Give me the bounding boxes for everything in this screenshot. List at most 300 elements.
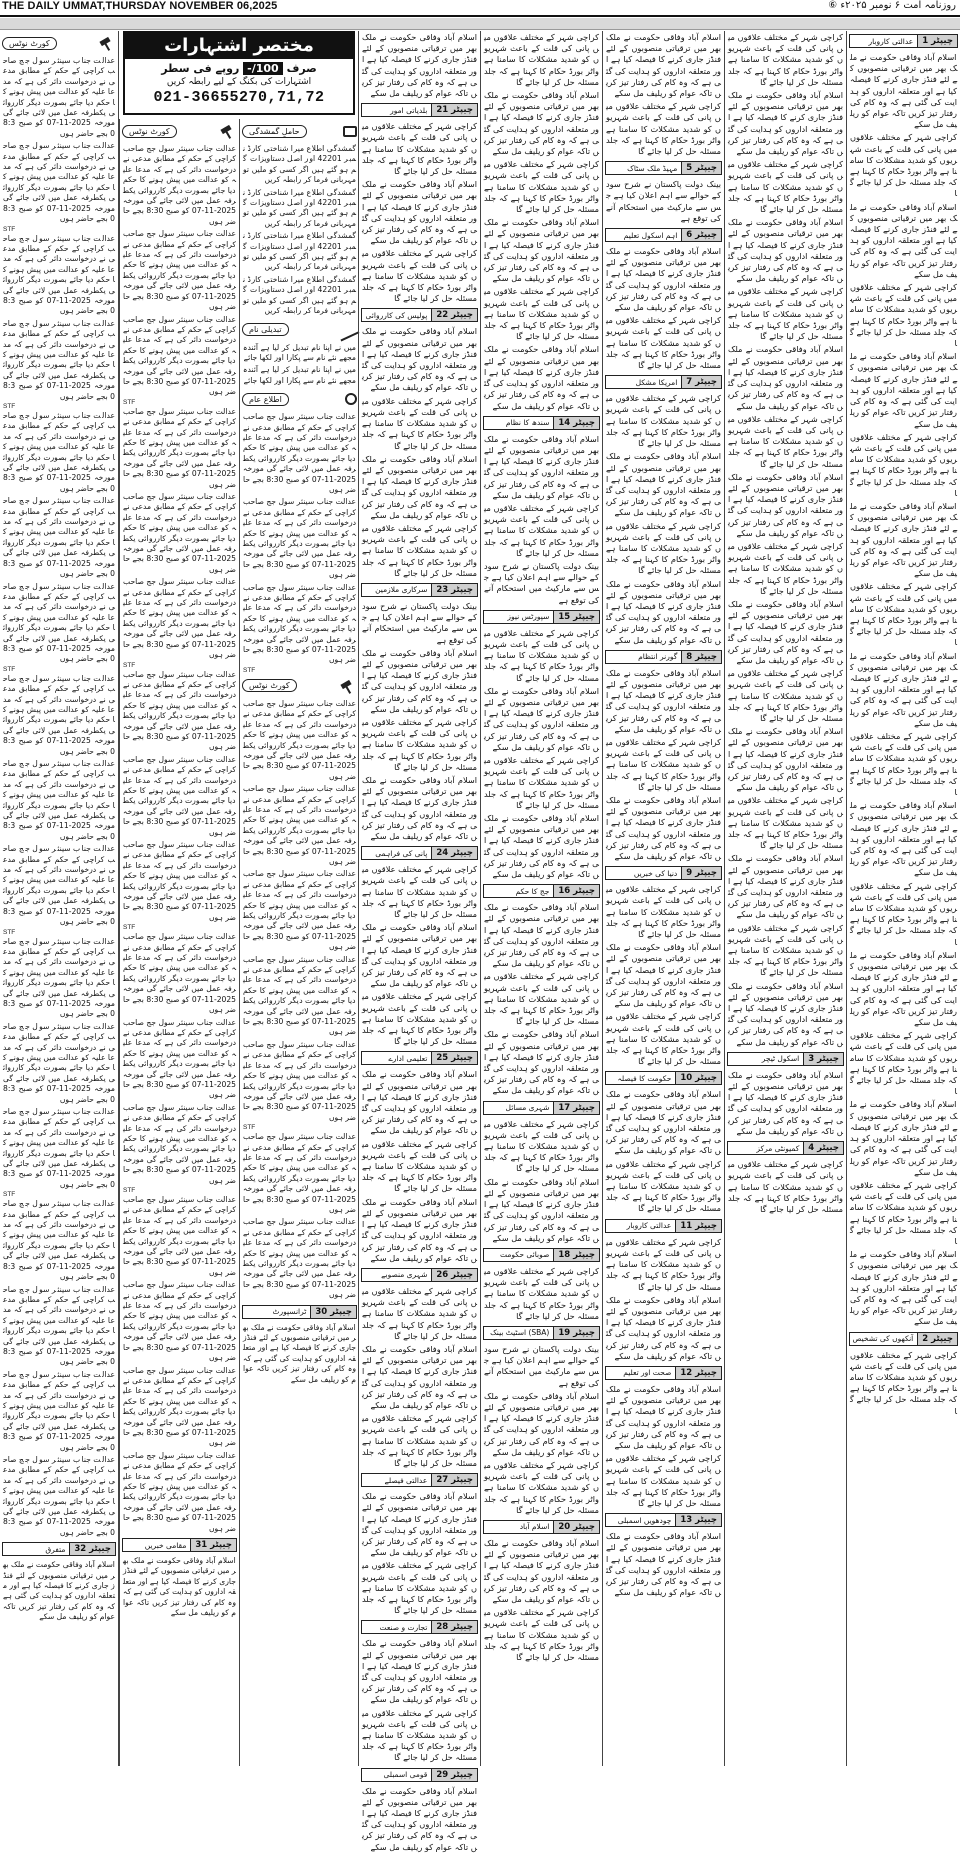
- chapter-header: [605, 1513, 722, 1527]
- hdr-title: تجارت و صنعت: [379, 1622, 428, 1632]
- hdr-title: سندھ کا نظام: [505, 418, 550, 428]
- notice-text: عدالت جناب سینئر سول جج صاحب کراچی کے حکم کے مطابق مدعی نے درخواست دائر کی ہے کہ مدعا علیہ کو عدالت میں پیش ہونے کا حکم دیا جائے بصورت دیگر کارروائی یکطرفہ عمل میں لائی جائے گی مورخہ 2025-11-07 کو صبح 8:30 بجے حاضر ہوں: [3, 56, 116, 138]
- briefcase-icon: [343, 126, 357, 137]
- notice-text: عدالت جناب سینئر سول جج صاحب کراچی کے حکم کے مطابق مدعی نے درخواست دائر کی ہے کہ مدعا علیہ کو عدالت میں پیش ہونے کا حکم دیا جائے بصورت دیگر کارروائی یکطرفہ عمل میں لائی جائے گی مورخہ 2025-11-07 کو صبح 8:30 بجے حاضر ہوں: [3, 844, 116, 927]
- article-text: اسلام آباد وفاقی حکومت نے ملک بھر میں ترقیاتی منصوبوں کے لئے فنڈز جاری کرنے کا فیصلہ کیا ہے اور متعلقہ اداروں کو ہدایت کی گئی ہے کہ وہ کام کی رفتار تیز کریں تاکہ عوام کو ریلیف مل سکے: [605, 1294, 721, 1361]
- stf: STF: [123, 1187, 136, 1194]
- article-text: اسلام آباد وفاقی حکومت نے ملک بھر میں ترقیاتی منصوبوں کے لئے فنڈز جاری کرنے کا فیصلہ کیا ہے اور متعلقہ اداروں کو ہدایت کی گئی ہے کہ وہ کام کی رفتار تیز کریں تاکہ عوام کو ریلیف مل سکے: [850, 650, 957, 728]
- notice-text: عدالت جناب سینئر سول جج صاحب کراچی کے حکم کے مطابق مدعی نے درخواست دائر کی ہے کہ مدعا علیہ کو عدالت میں پیش ہونے کا حکم دیا جائے بصورت دیگر کارروائی یکطرفہ عمل میں لائی جائے گی مورخہ 2025-11-07 کو صبح 8:30 بجے حاضر ہوں: [123, 932, 237, 1015]
- hdr-title: آنکھوں کی تشخیص: [852, 1334, 914, 1344]
- hdr-title: قومی اسمبلی: [383, 1770, 428, 1780]
- hdr-title: چودھویں اسمبلی: [617, 1515, 672, 1525]
- article-text: اسلام آباد وفاقی حکومت نے ملک بھر میں ترقیاتی منصوبوں کے لئے فنڈز جاری کرنے کا فیصلہ کیا ہے اور متعلقہ اداروں کو ہدایت کی گئی ہے کہ وہ کام کی رفتار تیز کریں تاکہ عوام کو ریلیف مل سکے: [605, 1383, 721, 1450]
- chapter-header: [2, 1542, 116, 1556]
- hdr-num: چیپٹر 17: [553, 1102, 599, 1114]
- hdr-num: چیپٹر 29: [431, 1769, 477, 1781]
- article-text: کراچی شہر کے مختلف علاقوں میں پانی کی قلت کے باعث شہریوں کو شدید مشکلات کا سامنا ہے واٹر بورڈ حکام کا کہنا ہے کہ جلد مسئلہ حل کر لیا جائے گا: [484, 286, 599, 342]
- chapter-header: [361, 1268, 478, 1282]
- nh-label: تبدیلی نام: [242, 323, 289, 336]
- chapter-header: [605, 650, 722, 664]
- article-text: اسلام آباد وفاقی حکومت نے ملک بھر میں ترقیاتی منصوبوں کے لئے فنڈز جاری کرنے کا فیصلہ کیا ہے اور متعلقہ اداروں کو ہدایت کی گئی ہے کہ وہ کام کی رفتار تیز کریں تاکہ عوام کو ریلیف مل سکے: [361, 647, 477, 714]
- article-text: اسلام آباد وفاقی حکومت نے ملک بھر میں ترقیاتی منصوبوں کے لئے فنڈز جاری کرنے کا فیصلہ کیا ہے اور متعلقہ اداروں کو ہدایت کی گئی ہے کہ وہ کام کی رفتار تیز کریں تاکہ عوام کو ریلیف مل سکے: [850, 351, 957, 429]
- chapter-header: [242, 1305, 357, 1319]
- hdr-title: اسکول ٹیچر: [761, 1054, 800, 1064]
- article-text: کراچی شہر کے مختلف علاقوں میں پانی کی قلت کے باعث شہریوں کو شدید مشکلات کا سامنا ہے واٹر بورڈ حکام کا کہنا ہے کہ جلد مسئلہ حل کر لیا جائے گا: [362, 121, 477, 177]
- article-text: کراچی شہر کے مختلف علاقوں میں پانی کی قلت کے باعث شہریوں کو شدید مشکلات کا سامنا ہے واٹر بورڈ حکام کا کہنا ہے کہ جلد مسئلہ حل کر لیا جائے گا: [484, 1459, 599, 1515]
- article-text: اسلام آباد وفاقی حکومت نے ملک بھر میں ترقیاتی منصوبوں کے لئے فنڈز جاری کرنے کا فیصلہ کیا ہے اور متعلقہ اداروں کو ہدایت کی گئی ہے کہ وہ کام کی رفتار تیز کریں تاکہ عوام کو ریلیف مل سکے: [361, 453, 477, 520]
- notice-text: عدالت جناب سینئر سول جج صاحب کراچی کے حکم کے مطابق مدعی نے درخواست دائر کی ہے کہ مدعا علیہ کو عدالت میں پیش ہونے کا حکم دیا جائے بصورت دیگر کارروائی یکطرفہ عمل میں لائی جائے گی مورخہ 2025-11-07 کو صبح 8:30 بجے حاضر ہوں: [243, 869, 357, 952]
- article-text: اسلام آباد وفاقی حکومت نے ملک بھر میں ترقیاتی منصوبوں کے لئے فنڈز جاری کرنے کا فیصلہ کیا ہے اور متعلقہ اداروں کو ہدایت کی گئی ہے کہ وہ کام کی رفتار تیز کریں تاکہ عوام کو ریلیف مل سکے: [605, 32, 721, 99]
- article-text: کراچی شہر کے مختلف علاقوں میں پانی کی قلت کے باعث شہریوں کو شدید مشکلات کا سامنا ہے واٹر بورڈ حکام کا کہنا ہے کہ جلد مسئلہ حل کر لیا جائے گا: [362, 716, 477, 772]
- notice-text: اسلام آباد وفاقی حکومت نے ملک بھر میں ترقیاتی منصوبوں کے لئے فنڈز جاری کرنے کا فیصلہ کیا ہے اور متعلقہ اداروں کو ہدایت کی گئی ہے کہ وہ کام کی رفتار تیز کریں تاکہ عوام کو ریلیف مل سکے: [243, 1322, 356, 1384]
- notice-text: عدالت جناب سینئر سول جج صاحب کراچی کے حکم کے مطابق مدعی نے درخواست دائر کی ہے کہ مدعا علیہ کو عدالت میں پیش ہونے کا حکم دیا جائے بصورت دیگر کارروائی یکطرفہ عمل میں لائی جائے گی مورخہ 2025-11-07 کو صبح 8:30 بجے حاضر ہوں: [3, 581, 116, 664]
- chapter-header: [605, 1071, 722, 1085]
- hdr-num: چیپٹر 4: [803, 1142, 843, 1154]
- article-text: اسلام آباد وفاقی حکومت نے ملک بھر میں ترقیاتی منصوبوں کے لئے فنڈز جاری کرنے کا فیصلہ کیا ہے اور متعلقہ اداروں کو ہدایت کی گئی ہے کہ وہ کام کی رفتار تیز کریں تاکہ عوام کو ریلیف مل سکے: [361, 922, 477, 989]
- hdr-num: چیپٹر 19: [553, 1327, 599, 1339]
- article-text: اسلام آباد وفاقی حکومت نے ملک بھر میں ترقیاتی منصوبوں کے لئے فنڈز جاری کرنے کا فیصلہ کیا ہے اور متعلقہ اداروں کو ہدایت کی گئی ہے کہ وہ کام کی رفتار تیز کریں تاکہ عوام کو ریلیف مل سکے: [483, 1176, 599, 1243]
- notice-text: عدالت جناب سینئر سول جج صاحب کراچی کے حکم کے مطابق مدعی نے درخواست دائر کی ہے کہ مدعا علیہ کو عدالت میں پیش ہونے کا حکم دیا جائے بصورت دیگر کارروائی یکطرفہ عمل میں لائی جائے گی مورخہ 2025-11-07 کو صبح 8:30 بجے حاضر ہوں: [123, 144, 237, 226]
- ad-subtitle: اشتہارات کی بکنگ کے لیے رابطہ کریں: [166, 77, 312, 87]
- hdr-title: مقامی خبریں: [144, 1540, 187, 1550]
- hdr-title: ٹرانسپورٹ: [272, 1307, 307, 1317]
- hdr-title: صحت اور تعلیم: [623, 1368, 672, 1378]
- article-text: اسلام آباد وفاقی حکومت نے ملک بھر میں ترقیاتی منصوبوں کے لئے فنڈز جاری کرنے کا فیصلہ کیا ہے اور متعلقہ اداروں کو ہدایت کی گئی ہے کہ وہ کام کی رفتار تیز کریں تاکہ عوام کو ریلیف مل سکے: [483, 685, 599, 752]
- ad-rate-number: 100/-: [243, 62, 283, 75]
- chapter-header: [605, 375, 722, 389]
- lost-text: گمشدگی اطلاع میرا شناختی کارڈ نمبر 42201 اور اصل دستاویزات گم ہو گئے ہیں اگر کسی کو ملیں تو مہربانی فرما کر رابطہ کریں: [243, 144, 356, 185]
- article-text: اسلام آباد وفاقی حکومت نے ملک بھر میں ترقیاتی منصوبوں کے لئے فنڈز جاری کرنے کا فیصلہ کیا ہے اور متعلقہ اداروں کو ہدایت کی گئی ہے کہ وہ کام کی رفتار تیز کریں تاکہ عوام کو ریلیف مل سکے: [850, 1099, 957, 1177]
- chapter-header: [605, 161, 722, 175]
- article-text: کراچی شہر کے مختلف علاقوں میں پانی کی قلت کے باعث شہریوں کو شدید مشکلات کا سامنا ہے واٹر بورڈ حکام کا کہنا ہے کہ جلد مسئلہ حل کر لیا جائے گا: [362, 1707, 477, 1763]
- article-text: کراچی شہر کے مختلف علاقوں میں پانی کی قلت کے باعث شہریوں کو شدید مشکلات کا سامنا ہے واٹر بورڈ حکام کا کہنا ہے کہ جلد مسئلہ حل کر لیا جائے گا: [606, 1236, 721, 1292]
- article-text: اسلام آباد وفاقی حکومت نے ملک بھر میں ترقیاتی منصوبوں کے لئے فنڈز جاری کرنے کا فیصلہ کیا ہے اور متعلقہ اداروں کو ہدایت کی گئی ہے کہ وہ کام کی رفتار تیز کریں تاکہ عوام کو ریلیف مل سکے: [483, 1029, 599, 1096]
- article-text: اسلام آباد وفاقی حکومت نے ملک بھر میں ترقیاتی منصوبوں کے لئے فنڈز جاری کرنے کا فیصلہ کیا ہے اور متعلقہ اداروں کو ہدایت کی گئی ہے کہ وہ کام کی رفتار تیز کریں تاکہ عوام کو ریلیف مل سکے: [727, 1069, 843, 1136]
- article-text: اسلام آباد وفاقی حکومت نے ملک بھر میں ترقیاتی منصوبوں کے لئے فنڈز جاری کرنے کا فیصلہ کیا ہے اور متعلقہ اداروں کو ہدایت کی گئی ہے کہ وہ کام کی رفتار تیز کریں تاکہ عوام کو ریلیف مل سکے: [605, 1531, 721, 1598]
- pen-icon: [335, 318, 360, 341]
- article-text: کراچی شہر کے مختلف علاقوں میں پانی کی قلت کے باعث شہریوں کو شدید مشکلات کا سامنا ہے واٹر بورڈ حکام کا کہنا ہے کہ جلد مسئلہ حل کر لیا جائے گا: [728, 413, 843, 469]
- hdr-num: چیپٹر 10: [675, 1072, 721, 1084]
- nh-label: اطلاع عام: [242, 393, 289, 406]
- article-text: کراچی شہر کے مختلف علاقوں میں پانی کی قلت کے باعث شہریوں کو شدید مشکلات کا سامنا ہے واٹر بورڈ حکام کا کہنا ہے کہ جلد مسئلہ حل کر لیا جائے گا: [728, 159, 843, 215]
- chapter-header: [361, 1473, 478, 1487]
- hdr-num: چیپٹر 9: [681, 867, 721, 879]
- article-text: اسلام آباد وفاقی حکومت نے ملک بھر میں ترقیاتی منصوبوں کے لئے فنڈز جاری کرنے کا فیصلہ کیا ہے اور متعلقہ اداروں کو ہدایت کی گئی ہے کہ وہ کام کی رفتار تیز کریں تاکہ عوام کو ریلیف مل سکے: [605, 1089, 721, 1156]
- hdr-title: اہم اسکول تعلیم: [623, 230, 678, 240]
- article-text: کراچی شہر کے مختلف علاقوں میں پانی کی قلت کے باعث شہریوں کو شدید مشکلات کا سامنا ہے واٹر بورڈ حکام کا کہنا ہے کہ جلد مسئلہ حل کر لیا جائے گا: [484, 1118, 599, 1174]
- article-text: اسلام آباد وفاقی حکومت نے ملک بھر میں ترقیاتی منصوبوں کے لئے فنڈز جاری کرنے کا فیصلہ کیا ہے اور متعلقہ اداروں کو ہدایت کی گئی ہے کہ وہ کام کی رفتار تیز کریں تاکہ عوام کو ریلیف مل سکے: [727, 980, 843, 1047]
- stf: STF: [243, 1124, 256, 1132]
- article-text: کراچی شہر کے مختلف علاقوں میں پانی کی قلت کے باعث شہریوں کو شدید مشکلات کا سامنا ہے واٹر بورڈ حکام کا کہنا ہے کہ جلد مسئلہ حل کر لیا جائے گا: [728, 922, 843, 978]
- article-text: کراچی شہر کے مختلف علاقوں میں پانی کی قلت کے باعث شہریوں کو شدید مشکلات کا سامنا ہے واٹر بورڈ حکام کا کہنا ہے کہ جلد مسئلہ حل کر لیا جائے گا: [484, 627, 599, 683]
- article-text: اسلام آباد وفاقی حکومت نے ملک بھر میں ترقیاتی منصوبوں کے لئے فنڈز جاری کرنے کا فیصلہ کیا ہے اور متعلقہ اداروں کو ہدایت کی گئی ہے کہ وہ کام کی رفتار تیز کریں تاکہ عوام کو ریلیف مل سکے: [483, 1537, 599, 1604]
- stf-tag: STF: [3, 403, 16, 410]
- court-notice-header: [2, 34, 116, 52]
- hdr-title: عدالتی کاروبار: [626, 1221, 672, 1231]
- hdr-num: چیپٹر 26: [431, 1269, 477, 1281]
- article-text: اسلام آباد وفاقی حکومت نے ملک بھر میں ترقیاتی منصوبوں کے لئے فنڈز جاری کرنے کا فیصلہ کیا ہے اور متعلقہ اداروں کو ہدایت کی گئی ہے کہ وہ کام کی رفتار تیز کریں تاکہ عوام کو ریلیف مل سکے: [605, 246, 721, 313]
- article-text: کراچی شہر کے مختلف علاقوں میں پانی کی قلت کے باعث شہریوں کو شدید مشکلات کا سامنا ہے واٹر بورڈ حکام کا کہنا ہے کہ جلد مسئلہ حل کر لیا جائے گا: [850, 1179, 957, 1246]
- article-text: اسلام آباد وفاقی حکومت نے ملک بھر میں ترقیاتی منصوبوں کے لئے فنڈز جاری کرنے کا فیصلہ کیا ہے اور متعلقہ اداروں کو ہدایت کی گئی ہے کہ وہ کام کی رفتار تیز کریں تاکہ عوام کو ریلیف مل سکے: [850, 52, 957, 130]
- hdr-title: دنیا کی خبریں: [633, 868, 678, 878]
- article-text: اسلام آباد وفاقی حکومت نے ملک بھر میں ترقیاتی منصوبوں کے لئے فنڈز جاری کرنے کا فیصلہ کیا ہے اور متعلقہ اداروں کو ہدایت کی گئی ہے کہ وہ کام کی رفتار تیز کریں تاکہ عوام کو ریلیف مل سکے: [483, 344, 599, 411]
- notice-text: عدالت جناب سینئر سول جج صاحب کراچی کے حکم کے مطابق مدعی نے درخواست دائر کی ہے کہ مدعا علیہ کو عدالت میں پیش ہونے کا حکم دیا جائے بصورت دیگر کارروائی یکطرفہ عمل میں لائی جائے گی مورخہ 2025-11-07 کو صبح 8:30 بجے حاضر ہوں: [3, 1455, 116, 1537]
- masthead-english-title: THE DAILY UMMAT,THURSDAY NOVEMBER 06,2025: [2, 0, 278, 12]
- notice-text: عدالت جناب سینئر سول جج صاحب کراچی کے حکم کے مطابق مدعی نے درخواست دائر کی ہے کہ مدعا علیہ کو عدالت میں پیش ہونے کا حکم دیا جائے بصورت دیگر کارروائی یکطرفہ عمل میں لائی جائے گی مورخہ 2025-11-07 کو صبح 8:30 بجے حاضر ہوں: [123, 1280, 237, 1363]
- notice-text: عدالت جناب سینئر سول جج صاحب کراچی کے حکم کے مطابق مدعی نے درخواست دائر کی ہے کہ مدعا علیہ کو عدالت میں پیش ہونے کا حکم دیا جائے بصورت دیگر کارروائی یکطرفہ عمل میں لائی جائے گی مورخہ 2025-11-07 کو صبح 8:30 بجے حاضر ہوں: [243, 1217, 357, 1300]
- hdr-num: چیپٹر 24: [431, 847, 477, 859]
- article-text: کراچی شہر کے مختلف علاقوں میں پانی کی قلت کے باعث شہریوں کو شدید مشکلات کا سامنا ہے واٹر بورڈ حکام کا کہنا ہے کہ جلد مسئلہ حل کر لیا جائے گا: [850, 282, 957, 349]
- hdr-num: چیپٹر 3: [803, 1053, 843, 1065]
- article-text: اسلام آباد وفاقی حکومت نے ملک بھر میں ترقیاتی منصوبوں کے لئے فنڈز جاری کرنے کا فیصلہ کیا ہے اور متعلقہ اداروں کو ہدایت کی گئی ہے کہ وہ کام کی رفتار تیز کریں تاکہ عوام کو ریلیف مل سکے: [727, 90, 843, 157]
- hdr-title: مہیڈ ملک سٹاک: [627, 163, 678, 173]
- hdr-num: چیپٹر 25: [431, 1052, 477, 1064]
- article-text: اسلام آباد وفاقی حکومت نے ملک بھر میں ترقیاتی منصوبوں کے لئے فنڈز جاری کرنے کا فیصلہ کیا ہے اور متعلقہ اداروں کو ہدایت کی گئی ہے کہ وہ کام کی رفتار تیز کریں تاکہ عوام کو ریلیف مل سکے: [483, 1390, 599, 1457]
- notice-text: عدالت جناب سینئر سول جج صاحب کراچی کے حکم کے مطابق مدعی نے درخواست دائر کی ہے کہ مدعا علیہ کو عدالت میں پیش ہونے کا حکم دیا جائے بصورت دیگر کارروائی یکطرفہ عمل میں لائی جائے گی مورخہ 2025-11-07 کو صبح 8:30 بجے حاضر ہوں: [123, 1102, 237, 1185]
- article-text: اسلام آباد وفاقی حکومت نے ملک بھر میں ترقیاتی منصوبوں کے لئے فنڈز جاری کرنے کا فیصلہ کیا ہے اور متعلقہ اداروں کو ہدایت کی گئی ہے کہ وہ کام کی رفتار تیز کریں تاکہ عوام کو ریلیف مل سکے: [850, 201, 957, 279]
- notice-text: عدالت جناب سینئر سول جج صاحب کراچی کے حکم کے مطابق مدعی نے درخواست دائر کی ہے کہ مدعا علیہ کو عدالت میں پیش ہونے کا حکم دیا جائے بصورت دیگر کارروائی یکطرفہ عمل میں لائی جائے گی مورخہ 2025-11-07 کو صبح 8:30 بجے حاضر ہوں: [3, 1021, 116, 1104]
- stf-tag: STF: [3, 1191, 16, 1199]
- hdr-num: چیپٹر 20: [553, 1521, 599, 1533]
- hdr-num: چیپٹر 6: [681, 229, 721, 241]
- hdr-num: چیپٹر 28: [431, 1621, 477, 1633]
- hdr-title: سپورٹس نیوز: [507, 612, 550, 622]
- nh-label: حاملِ گمشدگی: [242, 125, 307, 138]
- notice-text: عدالت جناب سینئر سول جج صاحب کراچی کے حکم کے مطابق مدعی نے درخواست دائر کی ہے کہ مدعا علیہ کو عدالت میں پیش ہونے کا حکم دیا جائے بصورت دیگر کارروائی یکطرفہ عمل میں لائی جائے گی مورخہ 2025-11-07 کو صبح 8:30 بجے حاضر ہوں: [3, 233, 116, 316]
- hdr-num: چیپٹر 8: [681, 651, 721, 663]
- notice-text: عدالت جناب سینئر سول جج صاحب کراچی کے حکم کے مطابق مدعی نے درخواست دائر کی ہے کہ مدعا علیہ کو عدالت میں پیش ہونے کا حکم دیا جائے بصورت دیگر کارروائی یکطرفہ عمل میں لائی جائے گی مورخہ 2025-11-07 کو صبح 8:30 بجے حاضر ہوں: [3, 318, 116, 401]
- court-notice-header: [242, 677, 357, 695]
- article-text: کراچی شہر کے مختلف علاقوں میں پانی کی قلت کے باعث شہریوں کو شدید مشکلات کا سامنا ہے واٹر بورڈ حکام کا کہنا ہے کہ جلد مسئلہ حل کر لیا جائے گا: [850, 730, 957, 797]
- hdr-num: چیپٹر 21: [431, 104, 477, 116]
- article-text: اسلام آباد وفاقی حکومت نے ملک بھر میں ترقیاتی منصوبوں کے لئے فنڈز جاری کرنے کا فیصلہ کیا ہے اور متعلقہ اداروں کو ہدایت کی گئی ہے کہ وہ کام کی رفتار تیز کریں تاکہ عوام کو ریلیف مل سکے: [361, 179, 477, 246]
- article-text: اسلام آباد وفاقی حکومت نے ملک بھر میں ترقیاتی منصوبوں کے لئے فنڈز جاری کرنے کا فیصلہ کیا ہے اور متعلقہ اداروں کو ہدایت کی گئی ہے کہ وہ کام کی رفتار تیز کریں تاکہ عوام کو ریلیف مل سکے: [605, 794, 721, 861]
- public-text: عدالت جناب سینئر سول جج صاحب کراچی کے حکم کے مطابق مدعی نے درخواست دائر کی ہے کہ مدعا علیہ کو عدالت میں پیش ہونے کا حکم دیا جائے بصورت دیگر کارروائی یکطرفہ عمل میں لائی جائے گی مورخہ 2025-11-07 کو صبح 8:30 بجے حاضر ہوں: [243, 497, 357, 580]
- hdr-title: متفرق: [45, 1544, 66, 1554]
- notice-text: عدالت جناب سینئر سول جج صاحب کراچی کے حکم کے مطابق مدعی نے درخواست دائر کی ہے کہ مدعا علیہ کو عدالت میں پیش ہونے کا حکم دیا جائے بصورت دیگر کارروائی یکطرفہ عمل میں لائی جائے گی مورخہ 2025-11-07 کو صبح 8:30 بجے حاضر ہوں: [123, 406, 237, 489]
- article-text: کراچی شہر کے مختلف علاقوں میں پانی کی قلت کے باعث شہریوں کو شدید مشکلات کا سامنا ہے واٹر بورڈ حکام کا کہنا ہے کہ جلد مسئلہ حل کر لیا جائے گا: [850, 431, 957, 498]
- article-text: کراچی شہر کے مختلف علاقوں میں پانی کی قلت کے باعث شہریوں کو شدید مشکلات کا سامنا ہے واٹر بورڈ حکام کا کہنا ہے کہ جلد مسئلہ حل کر لیا جائے گا: [606, 1158, 721, 1214]
- stf-tag: STF: [3, 225, 16, 233]
- article-text: اسلام آباد وفاقی حکومت نے ملک بھر میں ترقیاتی منصوبوں کے لئے فنڈز جاری کرنے کا فیصلہ کیا ہے اور متعلقہ اداروں کو ہدایت کی گئی ہے کہ وہ کام کی رفتار تیز کریں تاکہ عوام کو ریلیف مل سکے: [483, 90, 599, 157]
- article-text: کراچی شہر کے مختلف علاقوں میں پانی کی قلت کے باعث شہریوں کو شدید مشکلات کا سامنا ہے واٹر بورڈ حکام کا کہنا ہے کہ جلد مسئلہ حل کر لیا جائے گا: [606, 520, 721, 576]
- hdr-num: چیپٹر 12: [675, 1367, 721, 1379]
- article-text: کراچی شہر کے مختلف علاقوں میں پانی کی قلت کے باعث شہریوں کو شدید مشکلات کا سامنا ہے واٹر بورڈ حکام کا کہنا ہے کہ جلد مسئلہ حل کر لیا جائے گا: [362, 1138, 477, 1194]
- hdr-num: چیپٹر 16: [553, 885, 599, 897]
- hdr-num: چیپٹر 31: [190, 1539, 236, 1551]
- article-text: اسلام آباد وفاقی حکومت نے ملک بھر میں ترقیاتی منصوبوں کے لئے فنڈز جاری کرنے کا فیصلہ کیا ہے اور متعلقہ اداروں کو ہدایت کی گئی ہے کہ وہ کام کی رفتار تیز کریں تاکہ عوام کو ریلیف مل سکے: [850, 800, 957, 878]
- notice-text: عدالت جناب سینئر سول جج صاحب کراچی کے حکم کے مطابق مدعی نے درخواست دائر کی ہے کہ مدعا علیہ کو عدالت میں پیش ہونے کا حکم دیا جائے بصورت دیگر کارروائی یکطرفہ عمل میں لائی جائے گی مورخہ 2025-11-07 کو صبح 8:30 بجے حاضر ہوں: [3, 759, 116, 841]
- name-change-text: میں نے اپنا نام تبدیل کر لیا ہے آئندہ مجھے نئے نام سے پکارا اور لکھا جائے: [243, 365, 356, 385]
- hdr-title: سرکاری ملازمین: [375, 585, 428, 595]
- name-change-header: [242, 321, 357, 339]
- hdr-num: چیپٹر 2: [917, 1333, 957, 1345]
- stf: STF: [123, 924, 136, 932]
- article-text: کراچی شہر کے مختلف علاقوں میں پانی کی قلت کے باعث شہریوں کو شدید مشکلات کا سامنا ہے واٹر بورڈ حکام کا کہنا ہے کہ جلد مسئلہ حل کر لیا جائے گا: [606, 884, 721, 940]
- chapter-header: [361, 1768, 478, 1782]
- article-text: کراچی شہر کے مختلف علاقوں میں پانی کی قلت کے باعث شہریوں کو شدید مشکلات کا سامنا ہے واٹر بورڈ حکام کا کہنا ہے کہ جلد مسئلہ حل کر لیا جائے گا: [484, 502, 599, 558]
- article-text: بینک دولت پاکستان نے شرح سود کے حوالے سے اہم اعلان کیا ہے جس سے مارکیٹ میں استحکام آنے کی توقع ہے: [362, 600, 477, 645]
- notice-text: عدالت جناب سینئر سول جج صاحب کراچی کے حکم کے مطابق مدعی نے درخواست دائر کی ہے کہ مدعا علیہ کو عدالت میں پیش ہونے کا حکم دیا جائے بصورت دیگر کارروائی یکطرفہ عمل میں لائی جائے گی مورخہ 2025-11-07 کو صبح 8:30 بجے حاضر ہوں: [243, 1132, 357, 1214]
- hdr-title: عدالتی کاروبار: [868, 36, 914, 46]
- article-text: اسلام آباد وفاقی حکومت نے ملک بھر میں ترقیاتی منصوبوں کے لئے فنڈز جاری کرنے کا فیصلہ کیا ہے اور متعلقہ اداروں کو ہدایت کی گئی ہے کہ وہ کام کی رفتار تیز کریں تاکہ عوام کو ریلیف مل سکے: [605, 942, 721, 1009]
- article-text: اسلام آباد وفاقی حکومت نے ملک بھر میں ترقیاتی منصوبوں کے لئے فنڈز جاری کرنے کا فیصلہ کیا ہے اور متعلقہ اداروں کو ہدایت کی گئی ہے کہ وہ کام کی رفتار تیز کریں تاکہ عوام کو ریلیف مل سکے: [605, 451, 721, 518]
- article-text: اسلام آباد وفاقی حکومت نے ملک بھر میں ترقیاتی منصوبوں کے لئے فنڈز جاری کرنے کا فیصلہ کیا ہے اور متعلقہ اداروں کو ہدایت کی گئی ہے کہ وہ کام کی رفتار تیز کریں تاکہ عوام کو ریلیف مل سکے: [483, 433, 599, 500]
- hdr-num: چیپٹر 32: [69, 1543, 115, 1555]
- lost-text: گمشدگی اطلاع میرا شناختی کارڈ نمبر 42201 اور اصل دستاویزات گم ہو گئے ہیں اگر کسی کو ملیں تو مہربانی فرما کر رابطہ کریں: [243, 274, 356, 316]
- chapter-header: [483, 1326, 600, 1340]
- gavel-icon: [337, 678, 357, 694]
- public-text: عدالت جناب سینئر سول جج صاحب کراچی کے حکم کے مطابق مدعی نے درخواست دائر کی ہے کہ مدعا علیہ کو عدالت میں پیش ہونے کا حکم دیا جائے بصورت دیگر کارروائی یکطرفہ عمل میں لائی جائے گی مورخہ 2025-11-07 کو صبح 8:30 بجے حاضر ہوں: [243, 412, 357, 494]
- article-text: کراچی شہر کے مختلف علاقوں میں پانی کی قلت کے باعث شہریوں کو شدید مشکلات کا سامنا ہے واٹر بورڈ حکام کا کہنا ہے کہ جلد مسئلہ حل کر لیا جائے گا: [606, 101, 721, 157]
- article-text: کراچی شہر کے مختلف علاقوں میں پانی کی قلت کے باعث شہریوں کو شدید مشکلات کا سامنا ہے واٹر بورڈ حکام کا کہنا ہے کہ جلد مسئلہ حل کر لیا جائے گا: [362, 1285, 477, 1341]
- article-text: اسلام آباد وفاقی حکومت نے ملک بھر میں ترقیاتی منصوبوں کے لئے فنڈز جاری کرنے کا فیصلہ کیا ہے اور متعلقہ اداروں کو ہدایت کی گئی ہے کہ وہ کام کی رفتار تیز کریں تاکہ عوام کو ریلیف مل سکے: [361, 32, 477, 99]
- hdr-title: شہری مسائل: [505, 1103, 550, 1113]
- hdr-num: چیپٹر 7: [681, 376, 721, 388]
- stf-tag: STF: [3, 928, 16, 936]
- article-text: کراچی شہر کے مختلف علاقوں میں پانی کی قلت کے باعث شہریوں کو شدید مشکلات کا سامنا ہے واٹر بورڈ حکام کا کہنا ہے کہ جلد مسئلہ حل کر لیا جائے گا: [728, 540, 843, 596]
- article-text: اسلام آباد وفاقی حکومت نے ملک بھر میں ترقیاتی منصوبوں کے لئے فنڈز جاری کرنے کا فیصلہ کیا ہے اور متعلقہ اداروں کو ہدایت کی گئی ہے کہ وہ کام کی رفتار تیز کریں تاکہ عوام کو ریلیف مل سکے: [361, 326, 477, 393]
- hdr-num: چیپٹر 14: [553, 417, 599, 429]
- article-text: کراچی شہر کے مختلف علاقوں میں پانی کی قلت کے باعث شہریوں کو شدید مشکلات کا سامنا ہے واٹر بورڈ حکام کا کہنا ہے کہ جلد مسئلہ حل کر لیا جائے گا: [728, 32, 843, 87]
- notice-text: عدالت جناب سینئر سول جج صاحب کراچی کے حکم کے مطابق مدعی نے درخواست دائر کی ہے کہ مدعا علیہ کو عدالت میں پیش ہونے کا حکم دیا جائے بصورت دیگر کارروائی یکطرفہ عمل میں لائی جائے گی مورخہ 2025-11-07 کو صبح 8:30 بجے حاضر ہوں: [123, 1450, 237, 1533]
- article-text: کراچی شہر کے مختلف علاقوں میں پانی کی قلت کے باعث شہریوں کو شدید مشکلات کا سامنا ہے واٹر بورڈ حکام کا کہنا ہے کہ جلد مسئلہ حل کر لیا جائے گا: [362, 864, 477, 920]
- article-text: اسلام آباد وفاقی حکومت نے ملک بھر میں ترقیاتی منصوبوں کے لئے فنڈز جاری کرنے کا فیصلہ کیا ہے اور متعلقہ اداروں کو ہدایت کی گئی ہے کہ وہ کام کی رفتار تیز کریں تاکہ عوام کو ریلیف مل سکے: [850, 500, 957, 579]
- article-text: اسلام آباد وفاقی حکومت نے ملک بھر میں ترقیاتی منصوبوں کے لئے فنڈز جاری کرنے کا فیصلہ کیا ہے اور متعلقہ اداروں کو ہدایت کی گئی ہے کہ وہ کام کی رفتار تیز کریں تاکہ عوام کو ریلیف مل سکے: [850, 1249, 957, 1327]
- chapter-header: [361, 1620, 478, 1634]
- court-notice-header: [122, 122, 237, 140]
- column-news-4: [480, 31, 602, 1766]
- chapter-header: [605, 228, 722, 242]
- notice-text: عدالت جناب سینئر سول جج صاحب کراچی کے حکم کے مطابق مدعی نے درخواست دائر کی ہے کہ مدعا علیہ کو عدالت میں پیش ہونے کا حکم دیا جائے بصورت دیگر کارروائی یکطرفہ عمل میں لائی جائے گی مورخہ 2025-11-07 کو صبح 8:30 بجے حاضر ہوں: [3, 1199, 116, 1282]
- notice-text: عدالت جناب سینئر سول جج صاحب کراچی کے حکم کے مطابق مدعی نے درخواست دائر کی ہے کہ مدعا علیہ کو عدالت میں پیش ہونے کا حکم دیا جائے بصورت دیگر کارروائی یکطرفہ عمل میں لائی جائے گی مورخہ 2025-11-07 کو صبح 8:30 بجے حاضر ہوں: [243, 954, 357, 1037]
- hdr-num: چیپٹر 1: [917, 35, 957, 47]
- article-text: اسلام آباد وفاقی حکومت نے ملک بھر میں ترقیاتی منصوبوں کے لئے فنڈز جاری کرنے کا فیصلہ کیا ہے اور متعلقہ اداروں کو ہدایت کی گئی ہے کہ وہ کام کی رفتار تیز کریں تاکہ عوام کو ریلیف مل سکے: [727, 853, 843, 920]
- article-text: اسلام آباد وفاقی حکومت نے ملک بھر میں ترقیاتی منصوبوں کے لئے فنڈز جاری کرنے کا فیصلہ کیا ہے اور متعلقہ اداروں کو ہدایت کی گئی ہے کہ وہ کام کی رفتار تیز کریں تاکہ عوام کو ریلیف مل سکے: [483, 813, 599, 880]
- classified-ad-box: [123, 31, 355, 115]
- stf: STF: [123, 398, 136, 406]
- hdr-title: پانی کی فراہمی: [375, 848, 428, 858]
- hdr-num: چیپٹر 27: [431, 1474, 477, 1486]
- article-text: بینک دولت پاکستان نے شرح سود کے حوالے سے اہم اعلان کیا ہے جس سے مارکیٹ میں استحکام آنے کی توقع ہے: [606, 179, 721, 223]
- hdr-num: چیپٹر 22: [431, 309, 477, 321]
- notice-text: عدالت جناب سینئر سول جج صاحب کراچی کے حکم کے مطابق مدعی نے درخواست دائر کی ہے کہ مدعا علیہ کو عدالت میں پیش ہونے کا حکم دیا جائے بصورت دیگر کارروائی یکطرفہ عمل میں لائی جائے گی مورخہ 2025-11-07 کو صبح 8:30 بجے حاضر ہوں: [3, 141, 116, 224]
- column-court-notices: [0, 31, 118, 1766]
- article-text: کراچی شہر کے مختلف علاقوں میں پانی کی قلت کے باعث شہریوں کو شدید مشکلات کا سامنا ہے واٹر بورڈ حکام کا کہنا ہے کہ جلد مسئلہ حل کر لیا جائے گا: [606, 1453, 721, 1508]
- article-text: کراچی شہر کے مختلف علاقوں میں پانی کی قلت کے باعث شہریوں کو شدید مشکلات کا سامنا ہے واٹر بورڈ حکام کا کہنا ہے کہ جلد مسئلہ حل کر لیا جائے گا: [728, 795, 843, 851]
- hdr-num: چیپٹر 18: [553, 1249, 599, 1261]
- chapter-header: [605, 866, 722, 880]
- nh-label: کورٹ نوٹس: [242, 679, 297, 692]
- article-text: کراچی شہر کے مختلف علاقوں میں پانی کی قلت کے باعث شہریوں کو شدید مشکلات کا سامنا ہے واٹر بورڈ حکام کا کہنا ہے کہ جلد مسئلہ حل کر لیا جائے گا: [484, 159, 599, 215]
- hdr-title: صوبائی حکومت: [499, 1250, 550, 1260]
- chapter-header: [727, 1052, 844, 1066]
- hdr-title: بلدیاتی امور: [390, 105, 428, 115]
- hdr-title: کمیونٹی مرکز: [756, 1143, 800, 1153]
- chapter-header: [361, 1051, 478, 1065]
- notice-text: عدالت جناب سینئر سول جج صاحب کراچی کے حکم کے مطابق مدعی نے درخواست دائر کی ہے کہ مدعا علیہ کو عدالت میں پیش ہونے کا حکم دیا جائے بصورت دیگر کارروائی یکطرفہ عمل میں لائی جائے گی مورخہ 2025-11-07 کو صبح 8:30 بجے حاضر ہوں: [123, 840, 237, 922]
- masthead-urdu-title: روزنامہ امت ۶ نومبر ۲۰۲۵ء ⑥: [828, 0, 956, 11]
- nh-label: کورٹ نوٹس: [122, 125, 177, 138]
- article-text: بینک دولت پاکستان نے شرح سود کے حوالے سے اہم اعلان کیا ہے جس سے مارکیٹ میں استحکام آنے کی توقع ہے: [484, 1343, 599, 1388]
- column-news-5: [602, 31, 724, 1766]
- lost-notice-header: [242, 122, 357, 140]
- article-text: کراچی شہر کے مختلف علاقوں میں پانی کی قلت کے باعث شہریوں کو شدید مشکلات کا سامنا ہے واٹر بورڈ حکام کا کہنا ہے کہ جلد مسئلہ حل کر لیا جائے گا: [362, 1560, 477, 1616]
- column-news-7: [846, 31, 960, 1766]
- article-text: اسلام آباد وفاقی حکومت نے ملک بھر میں ترقیاتی منصوبوں کے لئے فنڈز جاری کرنے کا فیصلہ کیا ہے اور متعلقہ اداروں کو ہدایت کی گئی ہے کہ وہ کام کی رفتار تیز کریں تاکہ عوام کو ریلیف مل سکے: [361, 1785, 477, 1852]
- article-text: اسلام آباد وفاقی حکومت نے ملک بھر میں ترقیاتی منصوبوں کے لئے فنڈز جاری کرنے کا فیصلہ کیا ہے اور متعلقہ اداروں کو ہدایت کی گئی ہے کہ وہ کام کی رفتار تیز کریں تاکہ عوام کو ریلیف مل سکے: [605, 667, 721, 734]
- article-text: کراچی شہر کے مختلف علاقوں میں پانی کی قلت کے باعث شہریوں کو شدید مشکلات کا سامنا ہے واٹر بورڈ حکام کا کہنا ہے کہ جلد مسئلہ حل کر لیا جائے گا: [362, 522, 477, 578]
- article-text: اسلام آباد وفاقی حکومت نے ملک بھر میں ترقیاتی منصوبوں کے لئے فنڈز جاری کرنے کا فیصلہ کیا ہے اور متعلقہ اداروں کو ہدایت کی گئی ہے کہ وہ کام کی رفتار تیز کریں تاکہ عوام کو ریلیف مل سکے: [727, 344, 843, 411]
- article-text: کراچی شہر کے مختلف علاقوں میں پانی کی قلت کے باعث شہریوں کو شدید مشکلات کا سامنا ہے واٹر بورڈ حکام کا کہنا ہے کہ جلد مسئلہ حل کر لیا جائے گا: [850, 1349, 957, 1416]
- article-text: اسلام آباد وفاقی حکومت نے ملک بھر میں ترقیاتی منصوبوں کے لئے فنڈز جاری کرنے کا فیصلہ کیا ہے اور متعلقہ اداروں کو ہدایت کی گئی ہے کہ وہ کام کی رفتار تیز کریں تاکہ عوام کو ریلیف مل سکے: [850, 949, 957, 1028]
- article-text: اسلام آباد وفاقی حکومت نے ملک بھر میں ترقیاتی منصوبوں کے لئے فنڈز جاری کرنے کا فیصلہ کیا ہے اور متعلقہ اداروں کو ہدایت کی گئی ہے کہ وہ کام کی رفتار تیز کریں تاکہ عوام کو ریلیف مل سکے: [361, 1638, 477, 1705]
- article-text: اسلام آباد وفاقی حکومت نے ملک بھر میں ترقیاتی منصوبوں کے لئے فنڈز جاری کرنے کا فیصلہ کیا ہے اور متعلقہ اداروں کو ہدایت کی گئی ہے کہ وہ کام کی رفتار تیز کریں تاکہ عوام کو ریلیف مل سکے: [361, 1196, 477, 1263]
- gavel-icon: [217, 123, 237, 139]
- notice-text: عدالت جناب سینئر سول جج صاحب کراچی کے حکم کے مطابق مدعی نے درخواست دائر کی ہے کہ مدعا علیہ کو عدالت میں پیش ہونے کا حکم دیا جائے بصورت دیگر کارروائی یکطرفہ عمل میں لائی جائے گی مورخہ 2025-11-07 کو صبح 8:30 بجے حاضر ہوں: [123, 1017, 237, 1100]
- notice-text: عدالت جناب سینئر سول جج صاحب کراچی کے حکم کے مطابق مدعی نے درخواست دائر کی ہے کہ مدعا علیہ کو عدالت میں پیش ہونے کا حکم دیا جائے بصورت دیگر کارروائی یکطرفہ عمل میں لائی جائے گی مورخہ 2025-11-07 کو صبح 8:30 بجے حاضر ہوں: [123, 314, 237, 397]
- chapter-header: [361, 583, 478, 597]
- notice-text: عدالت جناب سینئر سول جج صاحب کراچی کے حکم کے مطابق مدعی نے درخواست دائر کی ہے کہ مدعا علیہ کو عدالت میں پیش ہونے کا حکم دیا جائے بصورت دیگر کارروائی یکطرفہ عمل میں لائی جائے گی مورخہ 2025-11-07 کو صبح 8:30 بجے حاضر ہوں: [123, 1365, 237, 1448]
- column-news-3: [358, 31, 480, 1852]
- notice-text: عدالت جناب سینئر سول جج صاحب کراچی کے حکم کے مطابق مدعی نے درخواست دائر کی ہے کہ مدعا علیہ کو عدالت میں پیش ہونے کا حکم دیا جائے بصورت دیگر کارروائی یکطرفہ عمل میں لائی جائے گی مورخہ 2025-11-07 کو صبح 8:30 بجے حاضر ہوں: [123, 577, 237, 660]
- article-text: اسلام آباد وفاقی حکومت نے ملک بھر میں ترقیاتی منصوبوں کے لئے فنڈز جاری کرنے کا فیصلہ کیا ہے اور متعلقہ اداروں کو ہدایت کی گئی ہے کہ وہ کام کی رفتار تیز کریں تاکہ عوام کو ریلیف مل سکے: [605, 578, 721, 645]
- chapter-header: [361, 103, 478, 117]
- notice-text: عدالت جناب سینئر سول جج صاحب کراچی کے حکم کے مطابق مدعی نے درخواست دائر کی ہے کہ مدعا علیہ کو عدالت میں پیش ہونے کا حکم دیا جائے بصورت دیگر کارروائی یکطرفہ عمل میں لائی جائے گی مورخہ 2025-11-07 کو صبح 8:30 بجے حاضر ہوں: [3, 673, 116, 756]
- article-text: اسلام آباد وفاقی حکومت نے ملک بھر میں ترقیاتی منصوبوں کے لئے فنڈز جاری کرنے کا فیصلہ کیا ہے اور متعلقہ اداروں کو ہدایت کی گئی ہے کہ وہ کام کی رفتار تیز کریں تاکہ عوام کو ریلیف مل سکے: [361, 1491, 477, 1558]
- column-news-6: [724, 31, 846, 1766]
- chapter-header: [849, 1332, 958, 1346]
- article-text: اسلام آباد وفاقی حکومت نے ملک بھر میں ترقیاتی منصوبوں کے لئے فنڈز جاری کرنے کا فیصلہ کیا ہے اور متعلقہ اداروں کو ہدایت کی گئی ہے کہ وہ کام کی رفتار تیز کریں تاکہ عوام کو ریلیف مل سکے: [361, 1343, 477, 1410]
- notice-text: اسلام آباد وفاقی حکومت نے ملک بھر میں ترقیاتی منصوبوں کے لئے فنڈز جاری کرنے کا فیصلہ کیا ہے اور متعلقہ اداروں کو ہدایت کی گئی ہے کہ وہ کام کی رفتار تیز کریں تاکہ عوام کو ریلیف مل سکے: [3, 1560, 115, 1622]
- chapter-header: [483, 416, 600, 430]
- notice-text: عدالت جناب سینئر سول جج صاحب کراچی کے حکم کے مطابق مدعی نے درخواست دائر کی ہے کہ مدعا علیہ کو عدالت میں پیش ہونے کا حکم دیا جائے بصورت دیگر کارروائی یکطرفہ عمل میں لائی جائے گی مورخہ 2025-11-07 کو صبح 8:30 بجے حاضر ہوں: [3, 936, 116, 1019]
- notice-text: اسلام آباد وفاقی حکومت نے ملک بھر میں ترقیاتی منصوبوں کے لئے فنڈز جاری کرنے کا فیصلہ کیا ہے اور متعلقہ اداروں کو ہدایت کی گئی ہے کہ وہ کام کی رفتار تیز کریں تاکہ عوام کو ریلیف مل سکے: [123, 1556, 236, 1618]
- chapter-header: [849, 34, 958, 48]
- chapter-header: [605, 1366, 722, 1380]
- article-text: اسلام آباد وفاقی حکومت نے ملک بھر میں ترقیاتی منصوبوں کے لئے فنڈز جاری کرنے کا فیصلہ کیا ہے اور متعلقہ اداروں کو ہدایت کی گئی ہے کہ وہ کام کی رفتار تیز کریں تاکہ عوام کو ریلیف مل سکے: [727, 217, 843, 284]
- public-notice-header: [242, 390, 357, 408]
- lost-text: گمشدگی اطلاع میرا شناختی کارڈ نمبر 42201 اور اصل دستاویزات گم ہو گئے ہیں اگر کسی کو ملیں تو مہربانی فرما کر رابطہ کریں: [243, 231, 356, 272]
- megaphone-icon: [345, 393, 357, 405]
- hdr-title: امریکا مشکل: [635, 377, 678, 387]
- stf: STF: [243, 666, 256, 674]
- article-text: اسلام آباد وفاقی حکومت نے ملک بھر میں ترقیاتی منصوبوں کے لئے فنڈز جاری کرنے کا فیصلہ کیا ہے اور متعلقہ اداروں کو ہدایت کی گئی ہے کہ وہ کام کی رفتار تیز کریں تاکہ عوام کو ریلیف مل سکے: [727, 471, 843, 538]
- notice-text: عدالت جناب سینئر سول جج صاحب کراچی کے حکم کے مطابق مدعی نے درخواست دائر کی ہے کہ مدعا علیہ کو عدالت میں پیش ہونے کا حکم دیا جائے بصورت دیگر کارروائی یکطرفہ عمل میں لائی جائے گی مورخہ 2025-11-07 کو صبح 8:30 بجے حاضر ہوں: [123, 1195, 237, 1277]
- column-classifieds: [118, 31, 358, 1766]
- notice-text: عدالت جناب سینئر سول جج صاحب کراچی کے حکم کے مطابق مدعی نے درخواست دائر کی ہے کہ مدعا علیہ کو عدالت میں پیش ہونے کا حکم دیا جائے بصورت دیگر کارروائی یکطرفہ عمل میں لائی جائے گی مورخہ 2025-11-07 کو صبح 8:30 بجے حاضر ہوں: [3, 1107, 116, 1189]
- article-text: کراچی شہر کے مختلف علاقوں میں پانی کی قلت کے باعث شہریوں کو شدید مشکلات کا سامنا ہے واٹر بورڈ حکام کا کہنا ہے کہ جلد مسئلہ حل کر لیا جائے گا: [850, 132, 957, 199]
- hdr-title: عدالتی فیصلے: [384, 1475, 428, 1485]
- article-text: کراچی شہر کے مختلف علاقوں میں پانی کی قلت کے باعث شہریوں کو شدید مشکلات کا سامنا ہے واٹر بورڈ حکام کا کہنا ہے کہ جلد مسئلہ حل کر لیا جائے گا: [484, 1265, 599, 1321]
- article-text: کراچی شہر کے مختلف علاقوں میں پانی کی قلت کے باعث شہریوں کو شدید مشکلات کا سامنا ہے واٹر بورڈ حکام کا کہنا ہے کہ جلد مسئلہ حل کر لیا جائے گا: [850, 1030, 957, 1097]
- lost-text: گمشدگی اطلاع میرا شناختی کارڈ نمبر 42201 اور اصل دستاویزات گم ہو گئے ہیں اگر کسی کو ملیں تو مہربانی فرما کر رابطہ کریں: [243, 187, 356, 228]
- notice-text: عدالت جناب سینئر سول جج صاحب کراچی کے حکم کے مطابق مدعی نے درخواست دائر کی ہے کہ مدعا علیہ کو عدالت میں پیش ہونے کا حکم دیا جائے بصورت دیگر کارروائی یکطرفہ عمل میں لائی جائے گی مورخہ 2025-11-07 کو صبح 8:30 بجے حاضر ہوں: [3, 1369, 116, 1452]
- article-text: بینک دولت پاکستان نے شرح سود کے حوالے سے اہم اعلان کیا ہے جس سے مارکیٹ میں استحکام آنے کی توقع ہے: [484, 560, 599, 605]
- public-text: عدالت جناب سینئر سول جج صاحب کراچی کے حکم کے مطابق مدعی نے درخواست دائر کی ہے کہ مدعا علیہ کو عدالت میں پیش ہونے کا حکم دیا جائے بصورت دیگر کارروائی یکطرفہ عمل میں لائی جائے گی مورخہ 2025-11-07 کو صبح 8:30 بجے حاضر ہوں: [243, 582, 357, 665]
- article-text: کراچی شہر کے مختلف علاقوں میں پانی کی قلت کے باعث شہریوں کو شدید مشکلات کا سامنا ہے واٹر بورڈ حکام کا کہنا ہے کہ جلد مسئلہ حل کر لیا جائے گا: [728, 286, 843, 342]
- hdr-num: چیپٹر 30: [310, 1306, 356, 1318]
- notice-text: عدالت جناب سینئر سول جج صاحب کراچی کے حکم کے مطابق مدعی نے درخواست دائر کی ہے کہ مدعا علیہ کو عدالت میں پیش ہونے کا حکم دیا جائے بصورت دیگر کارروائی یکطرفہ عمل میں لائی جائے گی مورخہ 2025-11-07 کو صبح 8:30 بجے حاضر ہوں: [243, 1039, 357, 1122]
- chapter-header: [361, 846, 478, 860]
- article-text: کراچی شہر کے مختلف علاقوں میں پانی کی قلت کے باعث شہریوں کو شدید مشکلات کا سامنا ہے واٹر بورڈ حکام کا کہنا ہے کہ جلد مسئلہ حل کر لیا جائے گا: [606, 1011, 721, 1067]
- article-text: کراچی شہر کے مختلف علاقوں میں پانی کی قلت کے باعث شہریوں کو شدید مشکلات کا سامنا ہے واٹر بورڈ حکام کا کہنا ہے کہ جلد مسئلہ حل کر لیا جائے گا: [484, 1607, 599, 1662]
- hdr-num: چیپٹر 5: [681, 162, 721, 174]
- article-text: کراچی شہر کے مختلف علاقوں میں پانی کی قلت کے باعث شہریوں کو شدید مشکلات کا سامنا ہے واٹر بورڈ حکام کا کہنا ہے کہ جلد مسئلہ حل کر لیا جائے گا: [728, 1159, 843, 1214]
- hdr-title: جج کا حکم: [515, 886, 550, 896]
- name-change-text: میں نے اپنا نام تبدیل کر لیا ہے آئندہ مجھے نئے نام سے پکارا اور لکھا جائے: [243, 342, 356, 362]
- hdr-title: حکومت کا فیصلہ: [617, 1073, 672, 1083]
- subcolumn-notices-a: [119, 119, 239, 1766]
- ad-phone: 021-36655270,71,72: [153, 89, 325, 106]
- notice-text: عدالت جناب سینئر سول جج صاحب کراچی کے حکم کے مطابق مدعی نے درخواست دائر کی ہے کہ مدعا علیہ کو عدالت میں پیش ہونے کا حکم دیا جائے بصورت دیگر کارروائی یکطرفہ عمل میں لائی جائے گی مورخہ 2025-11-07 کو صبح 8:30 بجے حاضر ہوں: [123, 492, 237, 574]
- ad-title: مختصر اشتہارات: [125, 33, 353, 59]
- article-text: کراچی شہر کے مختلف علاقوں میں پانی کی قلت کے باعث شہریوں کو شدید مشکلات کا سامنا ہے واٹر بورڈ حکام کا کہنا ہے کہ جلد مسئلہ حل کر لیا جائے گا: [606, 315, 721, 371]
- notice-text: عدالت جناب سینئر سول جج صاحب کراچی کے حکم کے مطابق مدعی نے درخواست دائر کی ہے کہ مدعا علیہ کو عدالت میں پیش ہونے کا حکم دیا جائے بصورت دیگر کارروائی یکطرفہ عمل میں لائی جائے گی مورخہ 2025-11-07 کو صبح 8:30 بجے حاضر ہوں: [123, 754, 237, 837]
- article-text: کراچی شہر کے مختلف علاقوں میں پانی کی قلت کے باعث شہریوں کو شدید مشکلات کا سامنا ہے واٹر بورڈ حکام کا کہنا ہے کہ جلد مسئلہ حل کر لیا جائے گا: [850, 880, 957, 947]
- notice-text: عدالت جناب سینئر سول جج صاحب کراچی کے حکم کے مطابق مدعی نے درخواست دائر کی ہے کہ مدعا علیہ کو عدالت میں پیش ہونے کا حکم دیا جائے بصورت دیگر کارروائی یکطرفہ عمل میں لائی جائے گی مورخہ 2025-11-07 کو صبح 8:30 بجے حاضر ہوں: [3, 496, 116, 579]
- chapter-header: [483, 1520, 600, 1534]
- article-text: اسلام آباد وفاقی حکومت نے ملک بھر میں ترقیاتی منصوبوں کے لئے فنڈز جاری کرنے کا فیصلہ کیا ہے اور متعلقہ اداروں کو ہدایت کی گئی ہے کہ وہ کام کی رفتار تیز کریں تاکہ عوام کو ریلیف مل سکے: [483, 217, 599, 284]
- article-text: اسلام آباد وفاقی حکومت نے ملک بھر میں ترقیاتی منصوبوں کے لئے فنڈز جاری کرنے کا فیصلہ کیا ہے اور متعلقہ اداروں کو ہدایت کی گئی ہے کہ وہ کام کی رفتار تیز کریں تاکہ عوام کو ریلیف مل سکے: [727, 598, 843, 665]
- article-text: اسلام آباد وفاقی حکومت نے ملک بھر میں ترقیاتی منصوبوں کے لئے فنڈز جاری کرنے کا فیصلہ کیا ہے اور متعلقہ اداروں کو ہدایت کی گئی ہے کہ وہ کام کی رفتار تیز کریں تاکہ عوام کو ریلیف مل سکے: [361, 1069, 477, 1136]
- chapter-header: [483, 1248, 600, 1262]
- notice-text: عدالت جناب سینئر سول جج صاحب کراچی کے حکم کے مطابق مدعی نے درخواست دائر کی ہے کہ مدعا علیہ کو عدالت میں پیش ہونے کا حکم دیا جائے بصورت دیگر کارروائی یکطرفہ عمل میں لائی جائے گی مورخہ 2025-11-07 کو صبح 8:30 بجے حاضر ہوں: [243, 784, 357, 866]
- article-text: کراچی شہر کے مختلف علاقوں میں پانی کی قلت کے باعث شہریوں کو شدید مشکلات کا سامنا ہے واٹر بورڈ حکام کا کہنا ہے کہ جلد مسئلہ حل کر لیا جائے گا: [484, 32, 599, 87]
- article-text: کراچی شہر کے مختلف علاقوں میں پانی کی قلت کے باعث شہریوں کو شدید مشکلات کا سامنا ہے واٹر بورڈ حکام کا کہنا ہے کہ جلد مسئلہ حل کر لیا جائے گا: [850, 581, 957, 648]
- hdr-num: چیپٹر 23: [431, 584, 477, 596]
- stf: STF: [123, 661, 136, 669]
- masthead-rule: [0, 15, 960, 17]
- article-text: کراچی شہر کے مختلف علاقوں میں پانی کی قلت کے باعث شہریوں کو شدید مشکلات کا سامنا ہے واٹر بورڈ حکام کا کہنا ہے کہ جلد مسئلہ حل کر لیا جائے گا: [362, 248, 477, 304]
- article-text: کراچی شہر کے مختلف علاقوں میں پانی کی قلت کے باعث شہریوں کو شدید مشکلات کا سامنا ہے واٹر بورڈ حکام کا کہنا ہے کہ جلد مسئلہ حل کر لیا جائے گا: [484, 971, 599, 1027]
- chapter-header: [483, 884, 600, 898]
- article-text: کراچی شہر کے مختلف علاقوں میں پانی کی قلت کے باعث شہریوں کو شدید مشکلات کا سامنا ہے واٹر بورڈ حکام کا کہنا ہے کہ جلد مسئلہ حل کر لیا جائے گا: [606, 393, 721, 449]
- article-text: کراچی شہر کے مختلف علاقوں میں پانی کی قلت کے باعث شہریوں کو شدید مشکلات کا سامنا ہے واٹر بورڈ حکام کا کہنا ہے کہ جلد مسئلہ حل کر لیا جائے گا: [484, 754, 599, 810]
- article-text: اسلام آباد وفاقی حکومت نے ملک بھر میں ترقیاتی منصوبوں کے لئے فنڈز جاری کرنے کا فیصلہ کیا ہے اور متعلقہ اداروں کو ہدایت کی گئی ہے کہ وہ کام کی رفتار تیز کریں تاکہ عوام کو ریلیف مل سکے: [727, 726, 843, 793]
- notice-text: عدالت جناب سینئر سول جج صاحب کراچی کے حکم کے مطابق مدعی نے درخواست دائر کی ہے کہ مدعا علیہ کو عدالت میں پیش ہونے کا حکم دیا جائے بصورت دیگر کارروائی یکطرفہ عمل میں لائی جائے گی مورخہ 2025-11-07 کو صبح 8:30 بجے حاضر ہوں: [123, 229, 237, 312]
- newspaper-page: [0, 31, 960, 1852]
- gavel-icon: [96, 35, 116, 51]
- ad-rate: صرف 100/- روپے فی سطر: [161, 62, 317, 75]
- chapter-header: [605, 1219, 722, 1233]
- chapter-header: [361, 308, 478, 322]
- subcolumn-notices-b: [239, 119, 359, 1766]
- stf-tag: STF: [3, 665, 16, 673]
- hdr-title: تعلیمی ادارے: [388, 1053, 428, 1063]
- hdr-title: (SBA) اسٹیٹ بینک: [490, 1328, 550, 1338]
- hdr-title: گورنر انتظام: [638, 652, 678, 662]
- article-text: کراچی شہر کے مختلف علاقوں میں پانی کی قلت کے باعث شہریوں کو شدید مشکلات کا سامنا ہے واٹر بورڈ حکام کا کہنا ہے کہ جلد مسئلہ حل کر لیا جائے گا: [728, 668, 843, 723]
- notice-text: عدالت جناب سینئر سول جج صاحب کراچی کے حکم کے مطابق مدعی نے درخواست دائر کی ہے کہ مدعا علیہ کو عدالت میں پیش ہونے کا حکم دیا جائے بصورت دیگر کارروائی یکطرفہ عمل میں لائی جائے گی مورخہ 2025-11-07 کو صبح 8:30 بجے حاضر ہوں: [3, 411, 116, 493]
- hdr-num: چیپٹر 13: [675, 1514, 721, 1526]
- article-text: کراچی شہر کے مختلف علاقوں میں پانی کی قلت کے باعث شہریوں کو شدید مشکلات کا سامنا ہے واٹر بورڈ حکام کا کہنا ہے کہ جلد مسئلہ حل کر لیا جائے گا: [362, 1413, 477, 1468]
- court-notice-label: کورٹ نوٹس: [2, 37, 57, 50]
- chapter-header: [483, 610, 600, 624]
- hdr-title: پولیس کی کارروائی: [365, 310, 428, 320]
- article-text: اسلام آباد وفاقی حکومت نے ملک بھر میں ترقیاتی منصوبوں کے لئے فنڈز جاری کرنے کا فیصلہ کیا ہے اور متعلقہ اداروں کو ہدایت کی گئی ہے کہ وہ کام کی رفتار تیز کریں تاکہ عوام کو ریلیف مل سکے: [361, 774, 477, 841]
- masthead-band: [0, 18, 960, 30]
- notice-text: عدالت جناب سینئر سول جج صاحب کراچی کے حکم کے مطابق مدعی نے درخواست دائر کی ہے کہ مدعا علیہ کو عدالت میں پیش ہونے کا حکم دیا جائے بصورت دیگر کارروائی یکطرفہ عمل میں لائی جائے گی مورخہ 2025-11-07 کو صبح 8:30 بجے حاضر ہوں: [3, 1284, 116, 1367]
- chapter-header: [727, 1141, 844, 1155]
- article-text: اسلام آباد وفاقی حکومت نے ملک بھر میں ترقیاتی منصوبوں کے لئے فنڈز جاری کرنے کا فیصلہ کیا ہے اور متعلقہ اداروں کو ہدایت کی گئی ہے کہ وہ کام کی رفتار تیز کریں تاکہ عوام کو ریلیف مل سکے: [483, 902, 599, 969]
- chapter-header: [122, 1538, 237, 1552]
- chapter-header: [483, 1101, 600, 1115]
- masthead: [0, 0, 960, 14]
- hdr-num: چیپٹر 11: [675, 1220, 721, 1232]
- notice-text: عدالت جناب سینئر سول جج صاحب کراچی کے حکم کے مطابق مدعی نے درخواست دائر کی ہے کہ مدعا علیہ کو عدالت میں پیش ہونے کا حکم دیا جائے بصورت دیگر کارروائی یکطرفہ عمل میں لائی جائے گی مورخہ 2025-11-07 کو صبح 8:30 بجے حاضر ہوں: [123, 669, 237, 752]
- hdr-title: اسلام آباد: [519, 1522, 550, 1532]
